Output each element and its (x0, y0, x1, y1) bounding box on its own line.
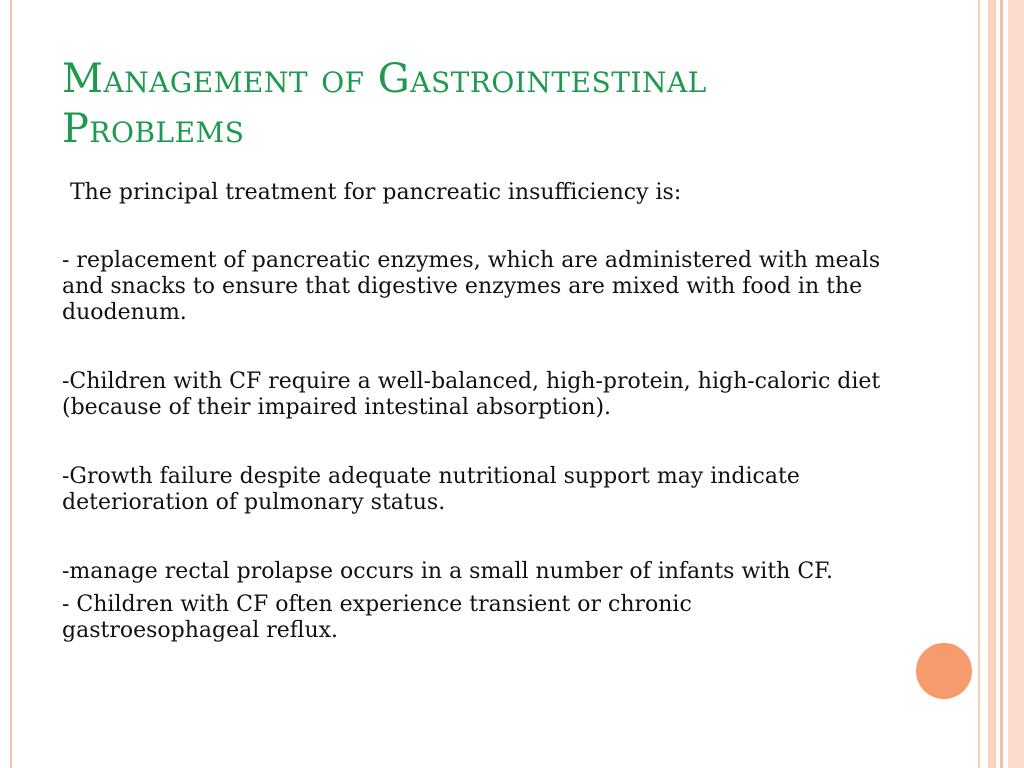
stripe (1000, 0, 1003, 768)
bullet-point-diet: -Children with CF require a well-balanced, high-protein, high-caloric diet (because of their impaired intestinal absorption). (62, 369, 881, 420)
slide-title: Management of Gastrointestinal Problems (62, 56, 707, 152)
stripe (988, 0, 996, 768)
bullet-point-enzymes: - replacement of pancreatic enzymes, which are administered with meals and snacks to ensure that digestive enzymes are mixed with food in the duodenum. (62, 248, 881, 325)
bullet-point-reflux: - Children with CF often experience transient or chronic gastroesophageal reflux. (62, 592, 692, 643)
bullet-point-rectal-prolapse: -manage rectal prolapse occurs in a small number of infants with CF. (62, 559, 833, 584)
left-border-line (10, 0, 12, 768)
stripe (978, 0, 980, 768)
stripe (1008, 0, 1024, 768)
bullet-point-growth-failure: -Growth failure despite adequate nutritional support may indicate deterioration of pulmonary status. (62, 464, 800, 515)
accent-circle (913, 640, 975, 702)
right-decorative-stripes (978, 0, 1024, 768)
slide-body (62, 180, 892, 644)
intro-text: The principal treatment for pancreatic insufficiency is: (70, 180, 682, 205)
